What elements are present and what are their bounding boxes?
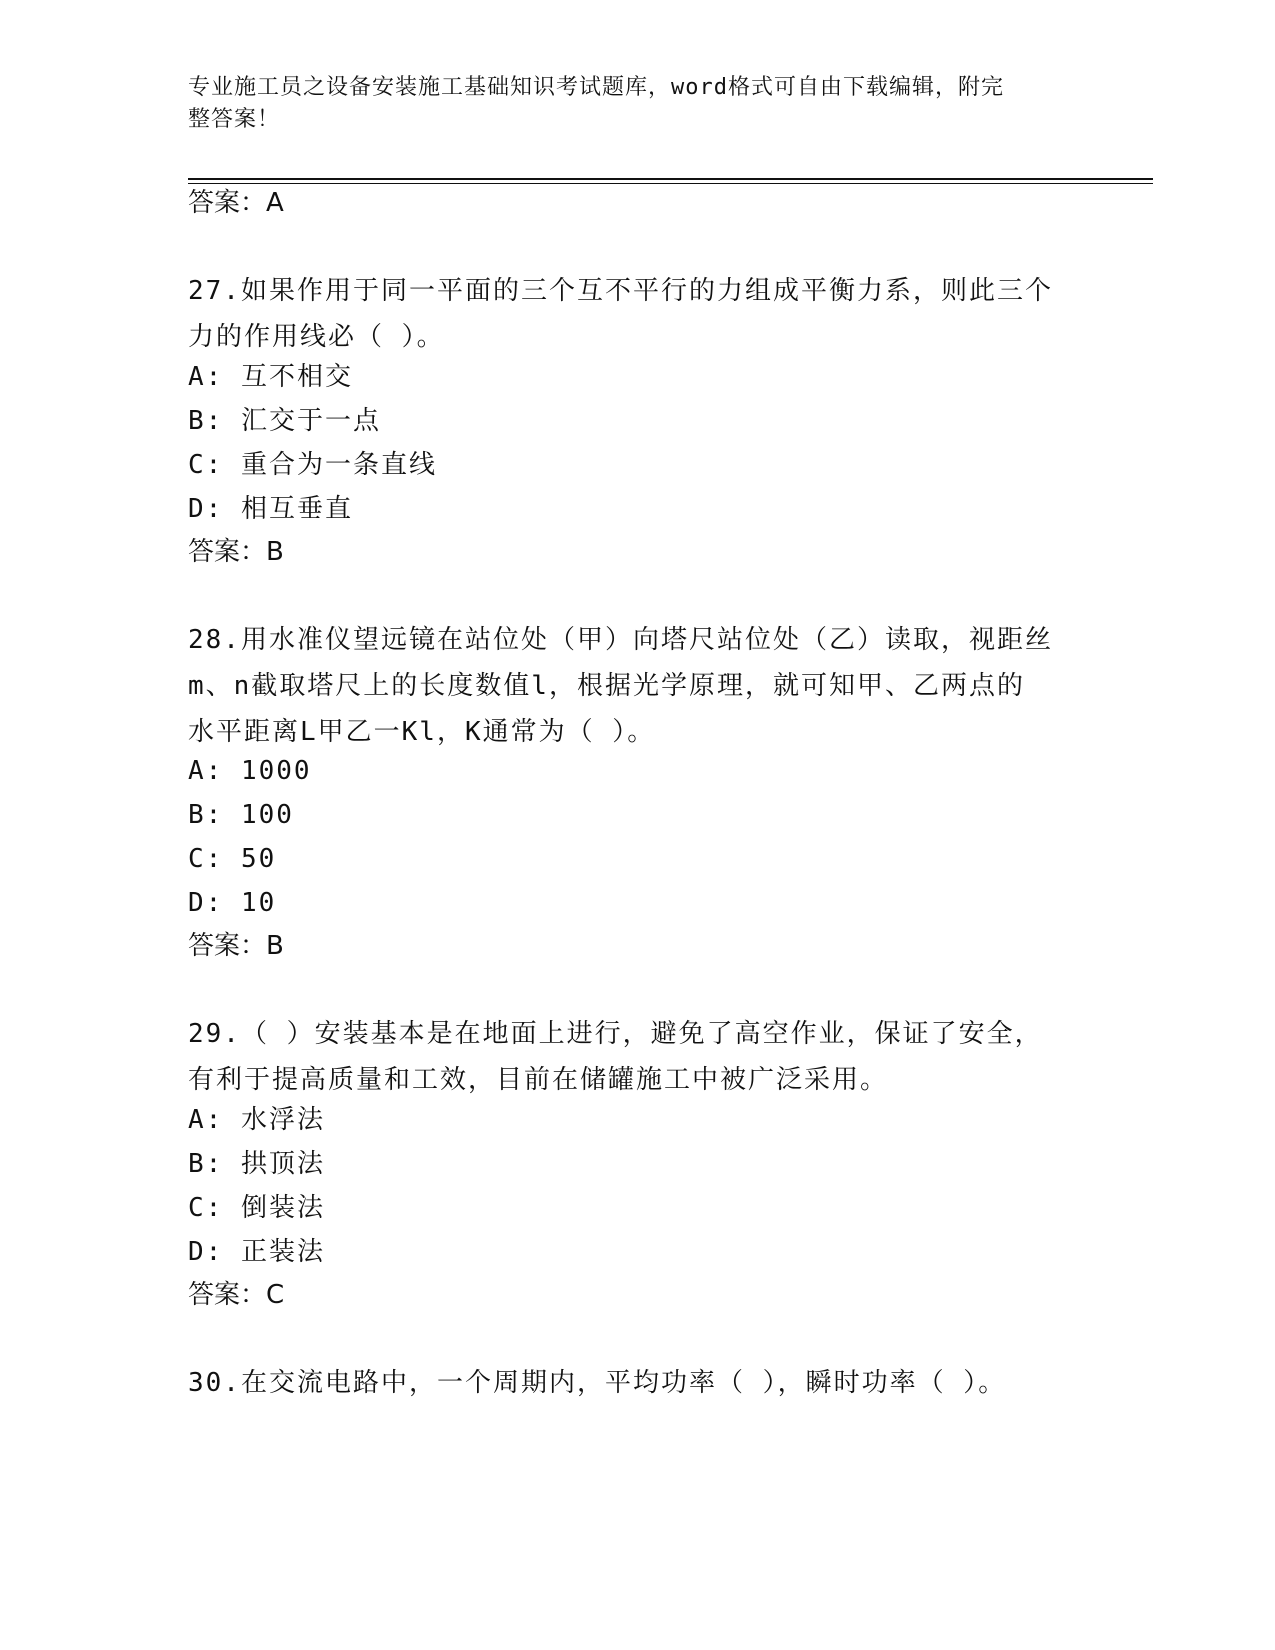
question-29 — [188, 1011, 1088, 1103]
question-27-option-d: D: 相互垂直 — [188, 494, 353, 524]
question-28-option-d: D: 10 — [188, 888, 277, 918]
question-28-line-3: 水平距离L甲乙一Kl，K通常为（ ）。 — [188, 717, 656, 747]
question-27-line-1: 27.如果作用于同一平面的三个互不平行的力组成平衡力系，则此三个 — [188, 276, 1053, 306]
answer-27: 答案：B — [188, 537, 284, 567]
answer-28: 答案：B — [188, 931, 284, 961]
header-divider-thin — [188, 183, 1153, 184]
question-30 — [188, 1360, 1088, 1406]
question-29-option-d: D: 正装法 — [188, 1237, 325, 1267]
question-27-line-2: 力的作用线必（ ）。 — [188, 322, 445, 352]
answer-26: 答案：A — [188, 188, 284, 218]
question-29-line-1: 29.（ ）安装基本是在地面上进行，避免了高空作业，保证了安全， — [188, 1019, 1043, 1049]
question-27 — [188, 268, 1088, 360]
question-29-option-a: A: 水浮法 — [188, 1105, 325, 1135]
question-28-option-c: C: 50 — [188, 844, 277, 874]
document-header — [188, 72, 1088, 136]
question-29-option-c: C: 倒装法 — [188, 1193, 325, 1223]
header-divider-thick — [188, 178, 1153, 180]
question-27-option-c: C: 重合为一条直线 — [188, 450, 437, 480]
question-27-option-b: B: 汇交于一点 — [188, 406, 381, 436]
question-28 — [188, 617, 1088, 755]
question-27-option-a: A: 互不相交 — [188, 362, 353, 392]
answer-29: 答案：C — [188, 1280, 285, 1310]
question-29-line-2: 有利于提高质量和工效，目前在储罐施工中被广泛采用。 — [188, 1065, 889, 1095]
question-28-option-b: B: 100 — [188, 800, 294, 830]
question-28-line-1: 28.用水准仪望远镜在站位处（甲）向塔尺站位处（乙）读取，视距丝 — [188, 625, 1053, 655]
question-28-line-2: m、n截取塔尺上的长度数值l，根据光学原理，就可知甲、乙两点的 — [188, 671, 1025, 701]
header-line-2: 整答案！ — [188, 107, 281, 132]
question-29-option-b: B: 拱顶法 — [188, 1149, 325, 1179]
question-30-line-1: 30.在交流电路中，一个周期内，平均功率（ ），瞬时功率（ ）。 — [188, 1368, 1007, 1398]
question-28-option-a: A: 1000 — [188, 756, 312, 786]
header-line-1: 专业施工员之设备安装施工基础知识考试题库，word格式可自由下载编辑，附完 — [188, 75, 1004, 100]
